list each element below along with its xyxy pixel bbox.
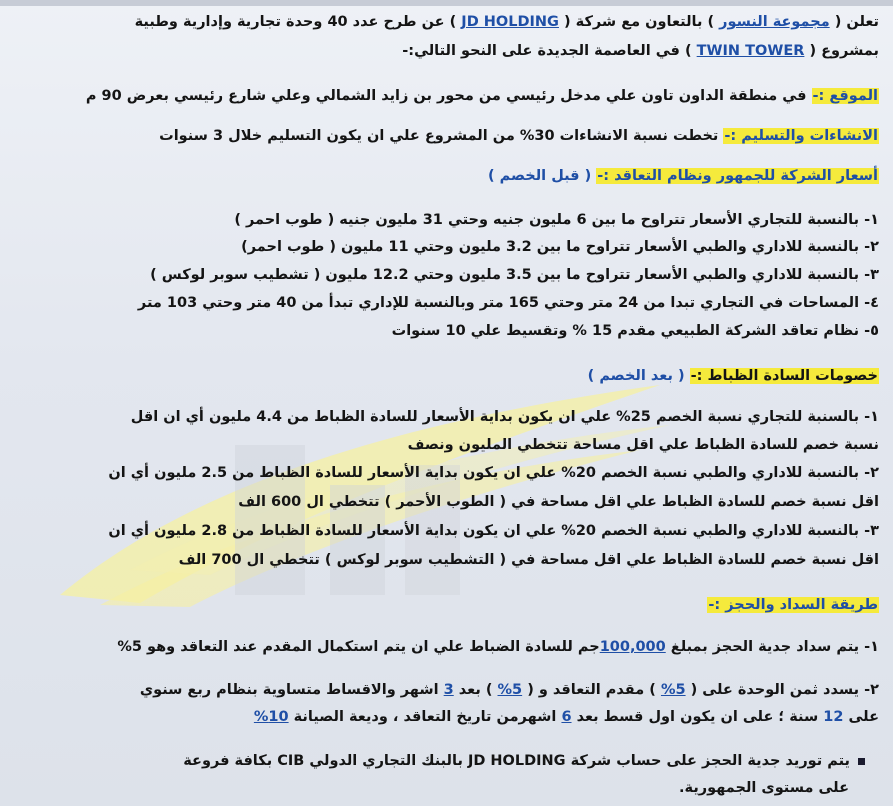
square-bullet-icon [858,758,865,765]
public-prices-tag: ( قبل الخصم ) [487,168,597,184]
org-name: مجموعة النسور [719,14,830,30]
payment-text: جم للسادة الضباط علي ان يتم استكمال المقدم عند التعاقد وهو 5% [117,639,600,655]
months-value: 3 [443,682,454,698]
intro-line-1 [135,11,879,33]
list-item: ٤- المساحات في التجاري تبدا من 24 متر وحتي 165 متر وبالنسبة للإداري تبدأ من 40 متر وحتي 103 متر [137,295,879,311]
officers-tag: ( بعد الخصم ) [587,368,690,384]
intro-text: ) في العاصمة الجديدة على النحو التالي:- [402,43,697,59]
payment-heading [707,594,879,616]
second-payment-value: 5% [497,682,523,698]
payment-text: على [843,709,879,725]
list-item: ١- بالنسبة للتجاري الأسعار تتراوح ما بين 6 مليون جنيه وحتي 31 مليون جنيه ( طوب احمر ) [234,212,879,228]
location-label: الموقع :- [812,88,878,104]
list-item: ٣- بالنسبة للاداري والطبي نسبة الخصم 20% علي ان يكون بداية الأسعار للسادة الظباط من 2.8 مليون أي ان [108,523,879,539]
location-text: في منطقة الداون تاون علي مدخل رئيسي من محور بن زايد الشمالي وعلي شارع رئيسي بعرض 90 م [85,88,812,104]
payment-text: ١- يتم سداد جدية الحجز بمبلغ [665,639,879,655]
list-item: ١- بالسنبة للتجاري نسبة الخصم 25% علي ان يكون بداية الأسعار للسادة الظباط من 4.4 مليون أي ان اقل [130,409,879,425]
project-name: TWIN TOWER [696,43,805,59]
payment-text: اشهرمن تاريخ التعاقد ، وديعة الصيانة [288,709,562,725]
bullet-line-2: على مستوى الجمهورية. [679,780,849,796]
first-installment-value: 6 [561,709,572,725]
officers-label: خصومات السادة الظباط :- [690,368,878,384]
list-item: اقل نسبة خصم للسادة الظباط علي اقل مساحة في ( الطوب الأحمر ) تتخطي ال 600 الف [238,494,879,510]
bullet-line-1 [183,750,865,772]
intro-text: ) بالتعاون مع شركة ( [558,14,720,30]
list-item: نسبة خصم للسادة الظباط علي اقل مساحة تتخطي المليون ونصف [407,437,879,453]
bullet-text: يتم توريد جدية الحجز على حساب شركة JD HOLDING بالبنك التجاري الدولي CIB بكافة فروعة [183,753,850,769]
construction-text: تخطت نسبة الانشاءات 30% من المشروع علي ان يكون التسليم خلال 3 سنوات [159,128,724,144]
list-item: ٣- بالنسبة للاداري والطبي الأسعار تتراوح ما بين 3.5 مليون وحتي 12.2 مليون ( تشطيب سوبر لوكس ) [150,267,879,283]
construction-line [159,125,879,147]
payment-label: طريقة السداد والحجز :- [708,597,878,613]
years-value: 12 [823,709,844,725]
public-prices-label: أسعار الشركة للجمهور ونظام التعاقد :- [597,168,878,184]
public-prices-heading [488,165,879,187]
down-payment-value: 5% [660,682,686,698]
intro-line-2 [402,40,879,62]
intro-text: تعلن ( [829,14,879,30]
officers-heading [588,365,879,387]
payment-text: ) مقدم التعاقد و ( [522,682,661,698]
maintenance-deposit-value: 10% [253,709,289,725]
payment-item-2-line-1 [140,679,879,701]
payment-item-2-line-2 [254,706,879,728]
payment-item-1 [117,636,879,658]
list-item: ٢- بالنسبة للاداري والطبي نسبة الخصم 20% علي ان يكون بداية الأسعار للسادة الظباط من 2.5 مليون أي ان [108,465,879,481]
intro-text: ) عن طرح عدد 40 وحدة تجارية وإدارية وطبية [134,14,462,30]
reservation-amount: 100,000 [599,639,666,655]
construction-label: الانشاءات والتسليم :- [724,128,878,144]
intro-text: بمشروع ( [804,43,879,59]
payment-text: اشهر والاقساط متساوية بنظام ربع سنوي [139,682,444,698]
list-item: اقل نسبة خصم للسادة الظباط علي اقل مساحة في ( التشطيب سوبر لوكس ) تتخطي ال 700 الف [178,552,879,568]
list-item: ٢- بالنسبة للاداري والطبي الأسعار تتراوح ما بين 3.2 مليون وحتي 11 مليون ( طوب احمر) [241,239,879,255]
payment-text: ٢- يسدد ثمن الوحدة على ( [685,682,879,698]
payment-text: ) بعد [453,682,498,698]
payment-text: سنة ؛ على ان يكون اول قسط بعد [571,709,824,725]
list-item: ٥- نظام تعاقد الشركة الطبيعي مقدم 15 % وتقسيط علي 10 سنوات [391,323,879,339]
company-name: JD HOLDING [461,14,559,30]
location-line [86,85,879,107]
